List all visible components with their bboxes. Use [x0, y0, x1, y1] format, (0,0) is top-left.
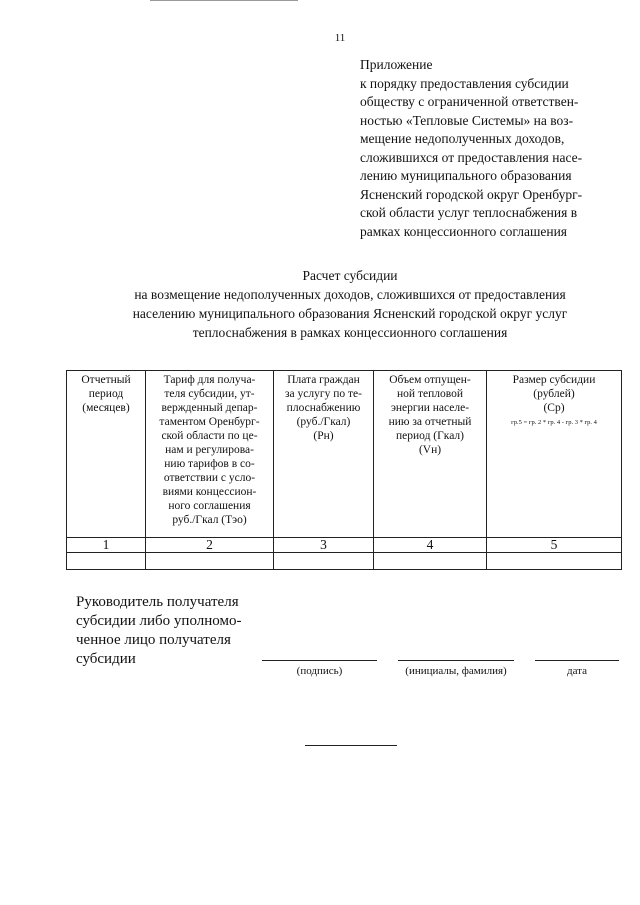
appendix-line: обществу с ограниченной ответствен-: [360, 94, 579, 109]
appendix-line: Приложение: [360, 57, 433, 72]
bottom-rule: [305, 745, 397, 746]
empty-cell: [67, 553, 146, 570]
page-number: 11: [334, 32, 346, 44]
header-cell-subsidy: Размер субсидии (рублей) (Ср) гр.5 = гр. 2 * гр. 4 - гр. 3 * гр. 4: [487, 371, 622, 538]
empty-cell: [487, 553, 622, 570]
title-line: населению муниципального образования Ясненский городской округ услуг: [132, 306, 568, 321]
header-cell-period: Отчетный период (месяцев): [67, 371, 146, 538]
empty-cell: [374, 553, 487, 570]
signer-block: [76, 593, 276, 669]
signer-line: субсидии: [76, 651, 136, 667]
appendix-line: сложившихся от предоставления насе-: [360, 149, 583, 165]
column-number: 2: [146, 538, 274, 553]
signature-line: [262, 660, 377, 661]
subsidy-formula: гр.5 = гр. 2 * гр. 4 - гр. 3 * гр. 4: [511, 419, 597, 426]
table-empty-row: [67, 553, 622, 570]
signer-line: ченное лицо получателя: [76, 632, 231, 648]
date-line: [535, 660, 619, 661]
table-header-row: [67, 371, 622, 538]
header-cell-volume: Объем отпущен- ной тепловой энергии населе- нию за отчетный период (Гкал) (Vн): [374, 371, 487, 538]
top-rule: [150, 0, 298, 1]
title-line: теплоснабжения в рамках концессионного соглашения: [192, 325, 508, 340]
empty-cell: [146, 553, 274, 570]
name-line: [398, 660, 514, 661]
header-cell-tariff: Тариф для получа- теля субсидии, ут- вержденный депар- таментом Оренбург- ской области по це- нам и регулирова- нию тарифов в со- ответствии с усло- виями концессион- ного соглашения руб./Гкал (Тэо): [146, 371, 274, 538]
table-number-row: [67, 538, 622, 553]
subsidy-table: [66, 370, 622, 570]
appendix-line: Ясненский городской округ Оренбург-: [360, 186, 583, 202]
appendix-line: ской области услуг теплоснабжения в: [360, 205, 578, 220]
column-number: 5: [487, 538, 622, 553]
signer-line: субсидии либо уполномо-: [76, 613, 242, 629]
title-line: Расчет субсидии: [302, 268, 398, 283]
header-cell-payment: Плата граждан за услугу по те- плоснабжению (руб./Гкал) (Рн): [274, 371, 374, 538]
appendix-line: рамках концессионного соглашения: [360, 223, 568, 239]
signer-line: Руководитель получателя: [76, 594, 239, 610]
date-caption: дата: [566, 665, 588, 677]
appendix-block: [360, 56, 624, 241]
appendix-line: лению муниципального образования: [360, 168, 572, 183]
empty-cell: [274, 553, 374, 570]
column-number: 3: [274, 538, 374, 553]
column-number: 1: [67, 538, 146, 553]
signature-caption: (подпись): [296, 665, 343, 677]
document-title: [60, 266, 640, 342]
name-caption: (инициалы, фамилия): [405, 665, 507, 677]
appendix-line: ностью «Тепловые Системы» на воз-: [360, 112, 574, 128]
title-line: на возмещение недополученных доходов, сложившихся от предоставления: [134, 287, 566, 302]
appendix-line: мещение недополученных доходов,: [360, 131, 565, 146]
column-number: 4: [374, 538, 487, 553]
appendix-line: к порядку предоставления субсидии: [360, 75, 569, 91]
